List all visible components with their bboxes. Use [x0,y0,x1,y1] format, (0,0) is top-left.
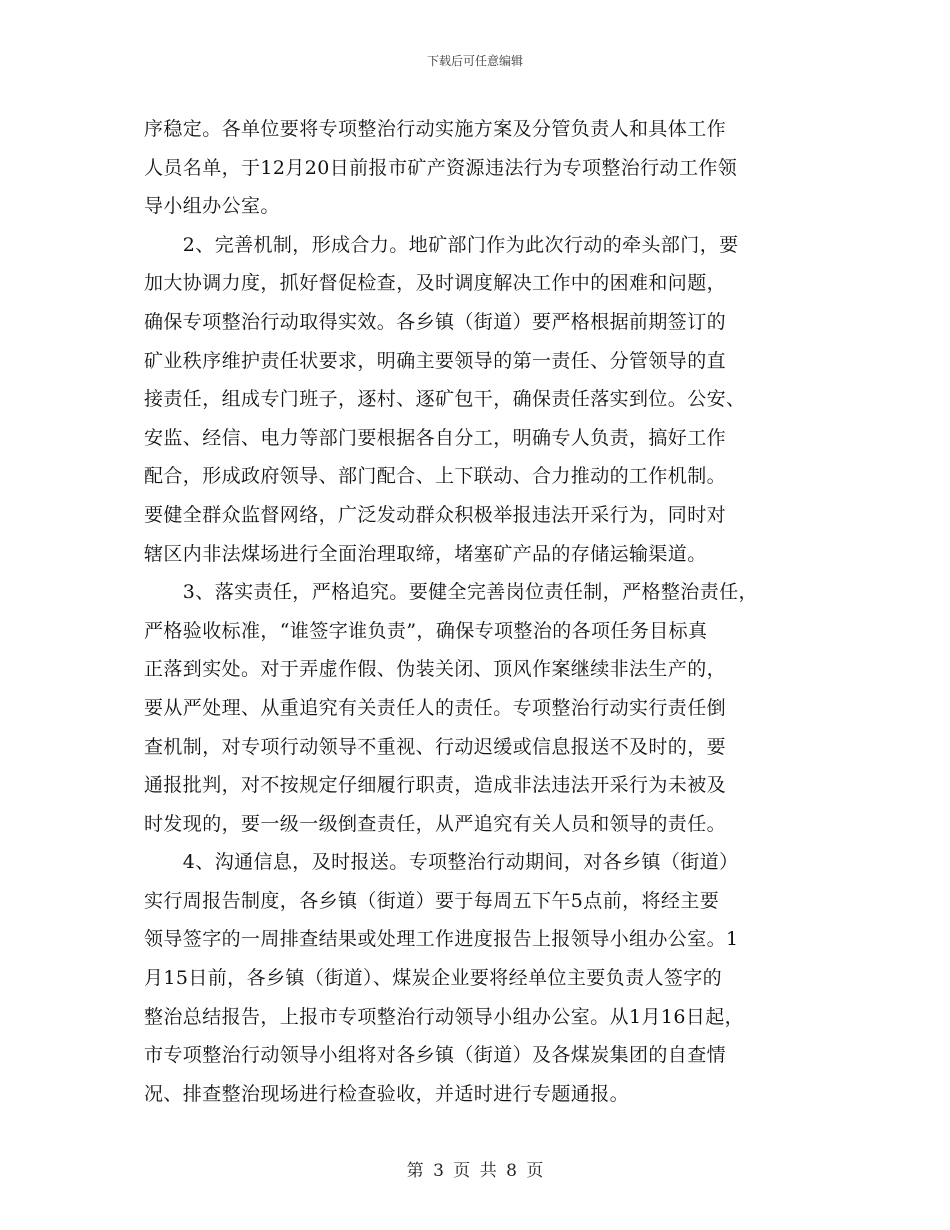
text-line: 正落到实处。对于弄虚作假、伪装关闭、顶风作案继续非法生产的， [144,658,727,681]
text-line: 月15日前，各乡镇（街道）、煤炭企业要将经单位主要负责人签字的 [144,967,723,990]
text-line: 序稳定。各单位要将专项整治行动实施方案及分管负责人和具体工作 [144,118,727,140]
text-line: 市专项整治行动领导小组将对各乡镇（街道）及各煤炭集团的自查情 [144,1044,727,1067]
text-line: 导小组办公室。 [144,195,280,218]
text-line: 配合，形成政府领导、部门配合、上下联动、合力推动的工作机制。 [144,465,727,488]
text-line: 整治总结报告，上报市专项整治行动领导小组办公室。从1月16日起， [144,1005,745,1028]
text-line: 3、落实责任，严格追究。要健全完善岗位责任制，严格整治责任， [144,581,758,604]
text-line: 人员名单，于12月20日前报市矿产资源违法行为专项整治行动工作领 [144,156,738,179]
text-line: 领导签字的一周排查结果或处理工作进度报告上报领导小组办公室。1 [144,928,739,951]
text-line: 要健全群众监督网络，广泛发动群众积极举报违法开采行为，同时对 [144,503,727,526]
text-line: 时发现的，要一级一级倒查责任，从严追究有关人员和领导的责任。 [144,812,727,835]
text-line: 加大协调力度，抓好督促检查，及时调度解决工作中的困难和问题， [144,272,727,295]
text-line: 4、沟通信息，及时报送。专项整治行动期间，对各乡镇（街道） [144,851,739,874]
text-line: 安监、经信、电力等部门要根据各自分工，明确专人负责，搞好工作 [144,426,727,449]
document-body [144,110,824,1113]
text-line: 严格验收标准，“谁签字谁负责”，确保专项整治的各项任务目标真 [144,619,708,642]
text-line: 2、完善机制，形成合力。地矿部门作为此次行动的牵头部门，要 [144,233,739,256]
page-number-footer: 第 3 页 共 8 页 [406,1161,544,1181]
text-line: 要从严处理、从重追究有关责任人的责任。专项整治行动实行责任倒 [144,696,727,719]
page-header-note: 下载后可任意编辑 [426,54,523,68]
text-line: 矿业秩序维护责任状要求，明确主要领导的第一责任、分管领导的直 [144,349,727,372]
text-line: 实行周报告制度，各乡镇（街道）要于每周五下午5点前，将经主要 [144,889,720,912]
text-line: 辖区内非法煤场进行全面治理取缔，堵塞矿产品的存储运输渠道。 [144,542,707,565]
text-line: 通报批判，对不按规定仔细履行职责，造成非法违法开采行为未被及 [144,774,727,797]
text-line: 查机制，对专项行动领导不重视、行动迟缓或信息报送不及时的，要 [144,735,727,758]
text-line: 接责任，组成专门班子，逐村、逐矿包干，确保责任落实到位。公安、 [144,388,746,411]
text-line: 况、排查整治现场进行检查验收，并适时进行专题通报。 [144,1082,630,1105]
text-line: 确保专项整治行动取得实效。各乡镇（街道）要严格根据前期签订的 [144,310,727,333]
